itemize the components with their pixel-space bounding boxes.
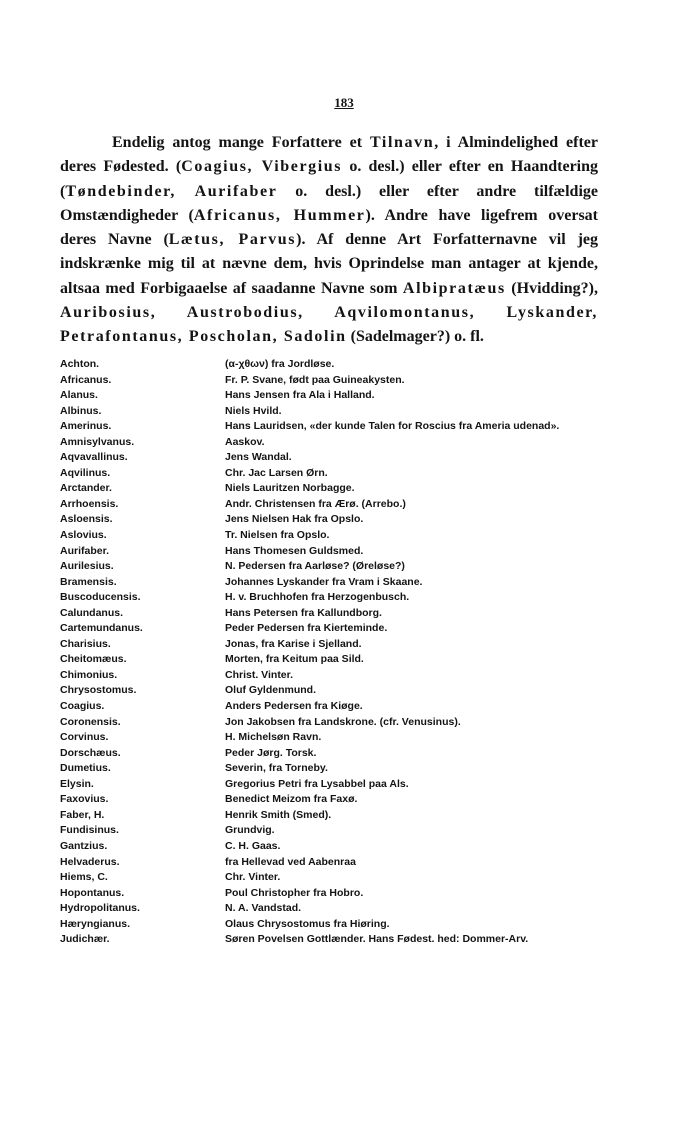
intro-text: Endelig antog mange Forfattere et [112, 134, 370, 151]
latin-name: Hiems, C. [60, 871, 108, 884]
list-item [60, 621, 598, 637]
latin-name: Aslovius. [60, 529, 107, 542]
page-number: 183 [334, 95, 354, 110]
list-item [60, 808, 598, 824]
name-origin: N. A. Vandstad. [225, 902, 302, 915]
list-item [60, 590, 598, 606]
list-item [60, 419, 598, 435]
name-origin: Gregorius Petri fra Lysabbel paa Als. [225, 777, 409, 790]
latin-name: Arrhoensis. [60, 497, 119, 510]
name-origin: Fr. P. Svane, født paa Guineakysten. [225, 373, 405, 386]
name-origin: Niels Hvild. [225, 404, 282, 417]
name-origin: N. Pedersen fra Aarløse? (Øreløse?) [225, 560, 405, 573]
name-origin: Jens Nielsen Hak fra Opslo. [225, 513, 364, 526]
intro-text: o. desl.) eller efter en Haandtering ( [60, 158, 599, 200]
latin-name: Corvinus. [60, 731, 109, 744]
intro-text: ). Af denne Art Forfatternavne vil jeg indskrænke mig til at nævne dem, hvis Oprindelse man antager at kjende, altsaa med Forbigaaelse af saadanne Navne som [60, 231, 598, 297]
list-item [60, 544, 598, 560]
list-item [60, 512, 598, 528]
latin-name: Faxovius. [60, 793, 109, 806]
name-origin: Johannes Lyskander fra Vram i Skaane. [225, 575, 423, 588]
list-item [60, 466, 598, 482]
list-item [60, 932, 598, 948]
name-origin: C. H. Gaas. [225, 839, 281, 852]
latin-name: Achton. [60, 358, 100, 370]
latin-name: Aurifaber. [60, 544, 110, 557]
list-item [60, 559, 598, 575]
latin-name: Dorschæus. [60, 746, 121, 759]
latin-name: Faber, H. [60, 808, 105, 821]
name-origin: Chr. Vinter. [225, 871, 281, 884]
name-origin: H. v. Bruchhofen fra Herzogenbusch. [225, 591, 410, 604]
name-origin: Peder Pedersen fra Kierteminde. [225, 622, 388, 635]
latin-name: Calundanus. [60, 606, 124, 619]
name-origin: (α-χθων) fra Jordløse. [225, 358, 335, 370]
latin-name: Asloensis. [60, 513, 113, 526]
list-item [60, 357, 598, 373]
list-item [60, 870, 598, 886]
latin-name: Alanus. [60, 389, 98, 402]
latin-name: Aqvilinus. [60, 466, 111, 479]
spaced-name: Albipratæus [402, 279, 506, 297]
list-item [60, 901, 598, 917]
list-item [60, 730, 598, 746]
spaced-name: Tøndebinder, Aurifaber [65, 182, 278, 200]
list-item [60, 792, 598, 808]
list-item [60, 761, 598, 777]
latin-name: Fundisinus. [60, 824, 119, 837]
name-origin: Andr. Christensen fra Ærø. (Arrebo.) [225, 497, 406, 510]
latin-name: Aurilesius. [60, 560, 114, 573]
latin-name: Albinus. [60, 404, 102, 417]
latin-name: Hydropolitanus. [60, 902, 140, 915]
name-origin: Chr. Jac Larsen Ørn. [225, 466, 328, 479]
list-item [60, 699, 598, 715]
spaced-name: Tilnavn [369, 134, 435, 151]
list-item [60, 606, 598, 622]
name-origin: H. Michelsøn Ravn. [225, 731, 322, 744]
latin-name: Elysin. [60, 777, 94, 790]
latin-name: Hæryngianus. [60, 917, 131, 930]
list-item [60, 373, 598, 389]
list-item [60, 683, 598, 699]
latin-name: Arctander. [60, 482, 112, 495]
intro-text: ). Andre have ligefrem oversat deres Navne ( [60, 206, 599, 249]
latin-name: Charisius. [60, 637, 111, 650]
latin-name: Coagius. [60, 700, 105, 713]
name-origin: Olaus Chrysostomus fra Hiøring. [225, 917, 390, 930]
spaced-name: Lætus, Parvus [168, 231, 297, 249]
latin-name: Amnisylvanus. [60, 435, 135, 448]
list-item [60, 450, 598, 466]
name-origin: Morten, fra Keitum paa Sild. [225, 653, 364, 666]
name-origin: Hans Petersen fra Kallundborg. [225, 606, 382, 619]
latin-name: Gantzius. [60, 839, 108, 852]
latin-name: Chimonius. [60, 668, 118, 681]
latin-name: Coronensis. [60, 715, 121, 728]
list-item [60, 404, 598, 420]
intro-text: o. desl.) eller efter andre tilfældige Omstændigheder ( [60, 182, 598, 224]
list-item [60, 855, 598, 871]
intro-text: (Hvidding?), [505, 279, 598, 297]
spaced-name: Auribosius, Austrobodius, Aqvilomontanus, Lyskander, Petrafontanus, Poscholan, Sadolin [60, 304, 598, 346]
intro-text: , i Almindelighed efter deres Fødested. ( [60, 134, 598, 176]
name-origin: Benedict Meizom fra Faxø. [225, 793, 358, 806]
name-origin: Anders Pedersen fra Kiøge. [225, 700, 363, 713]
name-origin: Jon Jakobsen fra Landskrone. (cfr. Venusinus). [225, 715, 461, 728]
list-item [60, 746, 598, 762]
spaced-name: Africanus, Hummer [193, 206, 366, 224]
list-item [60, 652, 598, 668]
name-origin: Hans Thomesen Guldsmed. [225, 544, 364, 557]
name-list [60, 357, 598, 948]
list-item [60, 435, 598, 451]
list-item [60, 575, 598, 591]
latin-name: Cheitomæus. [60, 653, 127, 666]
name-origin: Jonas, fra Karise i Sjelland. [225, 637, 362, 650]
name-origin: Oluf Gyldenmund. [225, 684, 316, 697]
name-origin: Christ. Vinter. [225, 668, 294, 681]
intro-paragraph [60, 131, 598, 350]
name-origin: Tr. Nielsen fra Opslo. [225, 529, 330, 542]
list-item [60, 839, 598, 855]
latin-name: Africanus. [60, 373, 112, 386]
name-origin: Poul Christopher fra Hobro. [225, 886, 364, 899]
list-item [60, 715, 598, 731]
latin-name: Dumetius. [60, 762, 111, 775]
list-item [60, 886, 598, 902]
list-item [60, 668, 598, 684]
list-item [60, 497, 598, 513]
list-item [60, 528, 598, 544]
latin-name: Chrysostomus. [60, 684, 137, 697]
name-origin: fra Hellevad ved Aabenraa [225, 855, 356, 868]
list-item [60, 481, 598, 497]
name-origin: Grundvig. [225, 824, 275, 837]
list-item [60, 388, 598, 404]
list-item [60, 823, 598, 839]
name-origin: Hans Lauridsen, «der kunde Talen for Roscius fra Ameria udenad». [225, 420, 560, 433]
name-origin: Niels Lauritzen Norbagge. [225, 482, 355, 495]
latin-name: Judichær. [60, 933, 110, 946]
latin-name: Buscoducensis. [60, 591, 141, 604]
latin-name: Cartemundanus. [60, 622, 143, 635]
name-origin: Søren Povelsen Gottlænder. Hans Fødest. hed: Dommer-Arv. [225, 933, 529, 946]
latin-name: Aqvavallinus. [60, 451, 128, 464]
list-item [60, 917, 598, 933]
latin-name: Amerinus. [60, 420, 112, 433]
latin-name: Bramensis. [60, 575, 117, 588]
latin-name: Helvaderus. [60, 855, 120, 868]
intro-text: (Sadelmager?) o. fl. [346, 328, 484, 346]
name-origin: Hans Jensen fra Ala i Halland. [225, 389, 375, 402]
spaced-name: Coagius, Vibergius [181, 158, 343, 176]
name-origin: Peder Jørg. Torsk. [225, 746, 317, 759]
name-origin: Severin, fra Torneby. [225, 762, 328, 775]
name-origin: Henrik Smith (Smed). [225, 808, 332, 821]
latin-name: Hopontanus. [60, 886, 125, 899]
list-item [60, 637, 598, 653]
name-origin: Aaskov. [225, 435, 265, 448]
list-item [60, 777, 598, 793]
name-origin: Jens Wandal. [225, 451, 292, 464]
